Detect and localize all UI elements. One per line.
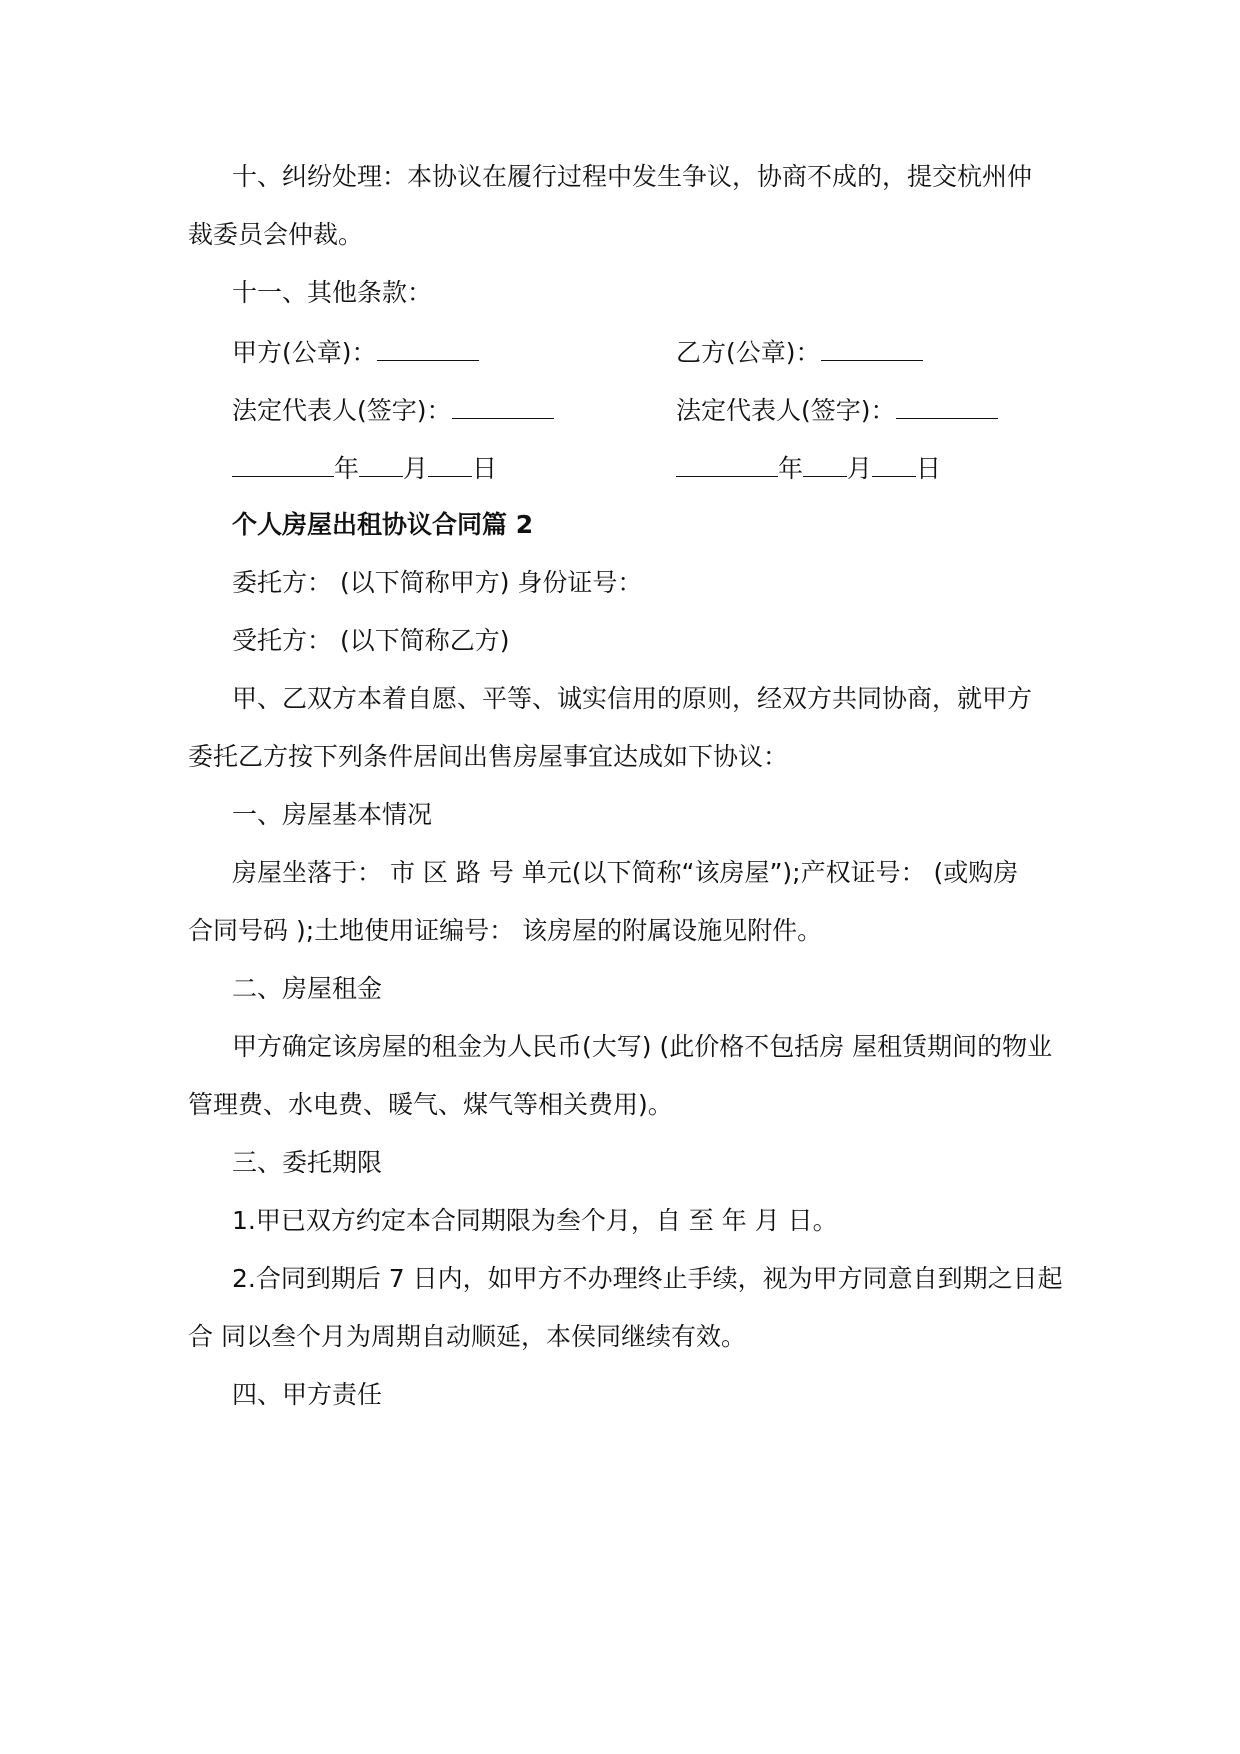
- paragraph-dispute-line1: 十、纠纷处理：本协议在履行过程中发生争议，协商不成的，提交杭州仲: [232, 162, 1033, 191]
- heading-rent: 二、房屋租金: [232, 974, 383, 1003]
- signature-blank: [452, 392, 554, 419]
- paragraph-term-1: 1.甲已双方约定本合同期限为叁个月，自 至 年 月 日。: [232, 1206, 838, 1235]
- year-blank: [676, 450, 778, 477]
- year-blank: [232, 450, 334, 477]
- signature-blank: [821, 334, 923, 361]
- signature-party-b-representative: [676, 392, 1240, 428]
- heading-basic-info: 一、房屋基本情况: [232, 800, 433, 829]
- paragraph-agent: 受托方： (以下简称乙方): [232, 626, 510, 655]
- heading-party-a-duty: 四、甲方责任: [232, 1380, 383, 1409]
- section-title: 个人房屋出租协议合同篇 2: [232, 510, 534, 539]
- paragraph-rent-line2: 管理费、水电费、暖气、煤气等相关费用)。: [188, 1090, 673, 1119]
- paragraph-principal: 委托方： (以下简称甲方) 身份证号：: [232, 568, 643, 597]
- paragraph-location-line2: 合同号码 );土地使用证编号： 该房屋的附属设施见附件。: [188, 916, 823, 945]
- year-label: 年: [334, 454, 360, 483]
- year-label: 年: [778, 454, 804, 483]
- day-blank: [872, 450, 916, 477]
- signature-label: 法定代表人(签字)：: [676, 396, 896, 425]
- day-label: 日: [916, 454, 942, 483]
- signature-label: 甲方(公章)：: [232, 338, 377, 367]
- month-label: 月: [847, 454, 873, 483]
- signature-label: 乙方(公章)：: [676, 338, 821, 367]
- paragraph-agreement-line2: 委托乙方按下列条件居间出售房屋事宜达成如下协议：: [188, 742, 789, 771]
- paragraph-term-2-line1: 2.合同到期后 7 日内，如甲方不办理终止手续，视为甲方同意自到期之日起: [232, 1264, 1063, 1293]
- paragraph-dispute-line2: 裁委员会仲裁。: [188, 220, 364, 249]
- month-blank: [359, 450, 403, 477]
- signature-blank: [896, 392, 998, 419]
- paragraph-rent-line1: 甲方确定该房屋的租金为人民币(大写) (此价格不包括房 屋租赁期间的物业: [232, 1032, 1053, 1061]
- paragraph-location-line1: 房屋坐落于： 市 区 路 号 单元(以下简称“该房屋”);产权证号： (或购房: [232, 858, 1019, 887]
- paragraph-agreement-line1: 甲、乙双方本着自愿、平等、诚实信用的原则，经双方共同协商，就甲方: [232, 684, 1033, 713]
- day-blank: [428, 450, 472, 477]
- month-label: 月: [403, 454, 429, 483]
- heading-term: 三、委托期限: [232, 1148, 383, 1177]
- date-party-b: [676, 450, 1240, 486]
- month-blank: [803, 450, 847, 477]
- signature-label: 法定代表人(签字)：: [232, 396, 452, 425]
- paragraph-other-terms: 十一、其他条款：: [232, 278, 433, 307]
- signature-blank: [377, 334, 479, 361]
- day-label: 日: [472, 454, 498, 483]
- paragraph-term-2-line2: 合 同以叁个月为周期自动顺延，本侯同继续有效。: [188, 1322, 746, 1351]
- signature-party-b-seal: [676, 334, 1240, 370]
